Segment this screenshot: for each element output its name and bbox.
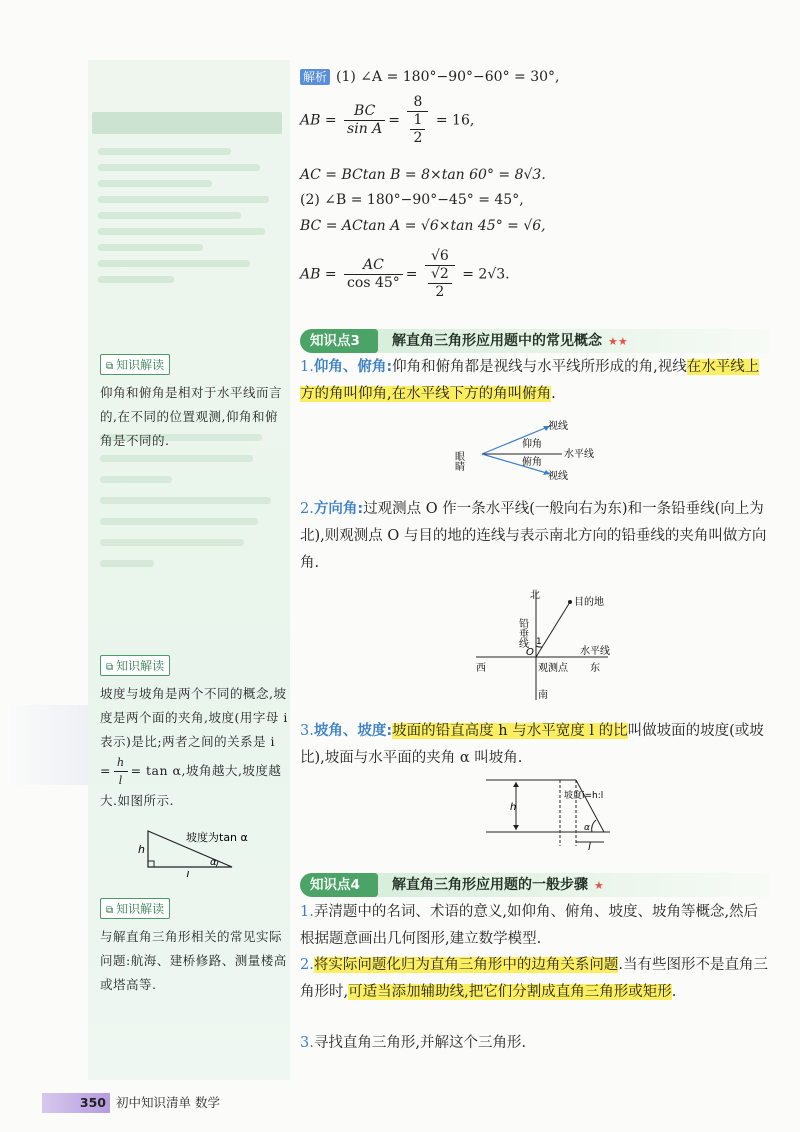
fraction: $\frac{8}{\frac{1}{2}}$ <box>407 94 428 147</box>
knowledge-note-1 <box>100 354 290 453</box>
star-icon: ★★ <box>608 335 628 348</box>
width-label: l <box>588 842 591 852</box>
destination-label: 目的地 <box>574 597 604 608</box>
kp-title: 解直角三角形应用题的一般步骤 ★ <box>392 877 604 893</box>
note-tag: ⧉ 知识解读 <box>100 898 170 919</box>
fig-slope-label: 坡度为tan α <box>186 831 248 844</box>
knowledge-point-3-header <box>300 329 770 353</box>
fraction: $\frac{h}{l}$ <box>114 754 128 789</box>
knowledge-point-4-header <box>300 873 770 897</box>
horizontal-label: 水平线 <box>580 646 610 657</box>
kp-pill: 知识点3 <box>300 329 378 353</box>
depression-label: 俯角 <box>522 457 542 468</box>
solution-line-4: (2) ∠B = 180°−90°−45° = 45°, <box>300 192 524 208</box>
slope-figure <box>480 776 620 852</box>
alpha-label: α <box>584 823 590 833</box>
note-text: 坡度与坡角是两个不同的概念,坡度是两个面的夹角,坡度(用字母 i 表示)是比;两者之间的关系是 i = $\frac{h}{l}$ = tan α,坡角越大,坡度越大.如图所示. <box>100 686 288 808</box>
step-3: 3.寻找直角三角形,并解这个三角形. <box>300 1035 527 1051</box>
kp-pill: 知识点4 <box>300 873 378 897</box>
origin-label: O <box>526 647 534 658</box>
observation-point-label: 观测点 <box>538 663 568 674</box>
kp-title: 解直角三角形应用题中的常见概念 ★★ <box>392 333 628 349</box>
fig-h-label: h <box>138 843 145 856</box>
item-slope: 3.坡角、坡度:坡面的铅直高度 h 与水平宽度 l 的比叫做坡面的坡度(或坡比),坡面与水平面的夹角 α 叫坡角. <box>300 723 764 766</box>
slope-ratio-label: 坡度i=h:l <box>564 791 604 801</box>
page-number: 350 <box>42 1093 110 1113</box>
star-icon: ★ <box>594 879 604 892</box>
note-text: 仰角和俯角是相对于水平线而言的,在不同的位置观测,仰角和俯角是不同的. <box>100 385 283 448</box>
solution-line-2: AB = $\frac{BC}{\text{sin A}}$ = $\frac{8}{\frac{1}{2}}$ = 16, <box>300 94 475 146</box>
solution-line-3: AC = BCtan B = 8×tan 60° = 8√3. <box>300 167 546 183</box>
slope-triangle-figure <box>100 817 290 877</box>
angle-one-label: 1 <box>536 637 542 647</box>
note-icon: ⧉ <box>106 905 114 916</box>
knowledge-note-3 <box>100 898 290 997</box>
north-label: 北 <box>530 590 540 601</box>
fig-l-label: l <box>186 869 190 877</box>
south-label: 南 <box>538 690 548 701</box>
sight-down-label: 视线 <box>548 471 568 482</box>
note-tag: ⧉ 知识解读 <box>100 655 170 676</box>
west-label: 西 <box>476 663 486 674</box>
note-tag: ⧉ 知识解读 <box>100 354 170 375</box>
step-2: 2.将实际问题化归为直角三角形中的边角关系问题.当有些图形不是直角三角形时,可适当添加辅助线,把它们分割成直角三角形或矩形. <box>300 957 768 1000</box>
page-footer <box>42 1093 292 1113</box>
faded-bleed-through <box>92 112 282 332</box>
page-edge-shadow <box>0 705 88 785</box>
eye-label: 眼睛 <box>452 451 464 471</box>
east-label: 东 <box>590 663 600 674</box>
item-elevation-depression: 1.仰角、俯角:仰角和俯角都是视线与水平线所形成的角,视线在水平线上方的角叫仰角,在水平线下方的角叫俯角. <box>300 359 760 402</box>
note-text: 与解直角三角形相关的常见实际问题:航海、建桥修路、测量楼高或塔高等. <box>100 929 287 992</box>
solution-line-6: AB = $\frac{AC}{\cos 45^\circ}$ = $\frac{√6}{\frac{√2}{2}}$ = 2√3. <box>300 248 510 300</box>
elevation-label: 仰角 <box>522 439 542 450</box>
height-label: h <box>510 802 517 813</box>
elevation-depression-figure <box>450 416 610 482</box>
note-icon: ⧉ <box>106 361 114 372</box>
note-icon: ⧉ <box>106 662 114 673</box>
sight-up-label: 视线 <box>548 421 568 432</box>
solution-line-1: 解析 (1) ∠A = 180°−90°−60° = 30°, <box>300 68 559 85</box>
solution-line-5: BC = ACtan A = √6×tan 45° = √6, <box>300 218 546 234</box>
fraction: $\frac{√6}{\frac{√2}{2}}$ <box>425 248 455 301</box>
solution-label: 解析 <box>300 69 330 85</box>
horizontal-label: 水平线 <box>564 449 594 460</box>
book-title: 初中知识清单 数学 <box>116 1095 220 1110</box>
step-1: 1.弄清题中的名词、术语的意义,如仰角、俯角、坡度、坡角等概念,然后根据题意画出几何图形,建立数学模型. <box>300 904 759 947</box>
direction-angle-figure <box>470 588 620 708</box>
vertical-line-label: 铅垂线 <box>516 618 528 648</box>
item-direction-angle: 2.方向角:过观测点 O 作一条水平线(一般向右为东)和一条铅垂线(向上为北),则观测点 O 与目的地的连线与表示南北方向的铅垂线的夹角叫做方向角. <box>300 501 767 571</box>
knowledge-note-2 <box>100 655 290 881</box>
fig-alpha-label: α <box>210 857 217 868</box>
fraction: $\frac{AC}{\cos 45^\circ}$ <box>344 257 403 292</box>
fraction: $\frac{BC}{\text{sin A}}$ <box>344 103 385 138</box>
